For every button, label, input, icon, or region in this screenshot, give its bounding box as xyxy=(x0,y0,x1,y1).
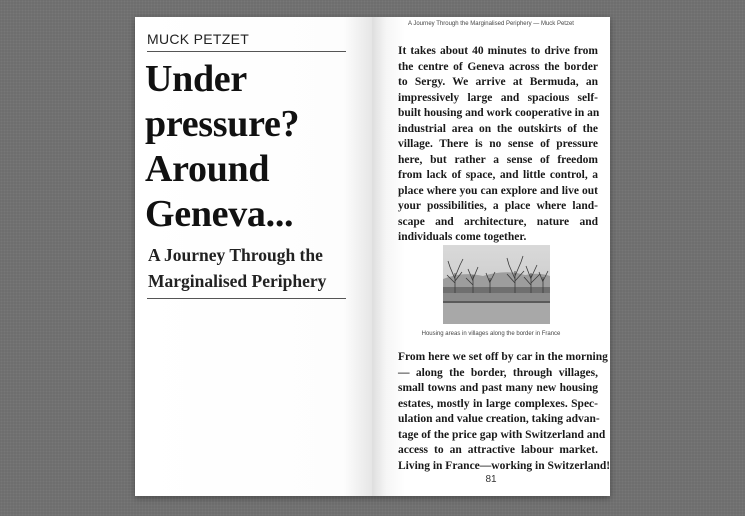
text-line: Living in France—working in Switzerland! xyxy=(398,459,611,472)
text-line: industrial area on the outskirts of the xyxy=(398,122,598,135)
landscape-photo-icon xyxy=(443,245,550,324)
subtitle-line: Marginalised Periphery xyxy=(148,271,327,291)
paragraph-1 xyxy=(398,44,598,246)
subtitle-line: A Journey Through the xyxy=(148,245,323,265)
text-line: individuals come together. xyxy=(398,231,527,243)
photo-caption: Housing areas in villages along the border in France xyxy=(421,331,561,337)
bottom-divider xyxy=(147,298,346,299)
title-line: Geneva... xyxy=(145,193,294,235)
text-line: — along the border, through villages, xyxy=(398,366,598,379)
text-line: place where you can explore and live out xyxy=(398,184,598,197)
book-spread xyxy=(135,17,610,496)
page-number: 81 xyxy=(485,474,497,485)
subtitle xyxy=(148,242,363,294)
text-line: here, but rather a sense of freedom xyxy=(398,153,598,166)
text-line: estates, mostly in large complexes. Spec- xyxy=(398,397,598,410)
right-page xyxy=(372,17,610,496)
top-divider xyxy=(147,51,346,52)
text-line: ulation and value creation, taking advan- xyxy=(398,413,600,425)
text-line: It takes about 40 minutes to drive from xyxy=(398,45,598,57)
text-line: to Sergy. We arrive at Bermuda, an xyxy=(398,76,598,88)
text-line: village. There is no sense of pressure xyxy=(398,138,598,150)
left-page xyxy=(135,17,372,496)
page-title xyxy=(145,57,370,237)
text-line: built housing and work cooperative in an xyxy=(398,107,600,119)
text-line: From here we set off by car in the morning xyxy=(398,351,608,363)
paragraph-2 xyxy=(398,350,611,474)
title-line: Around xyxy=(145,148,270,190)
title-line: Under xyxy=(145,58,247,100)
author-name: MUCK PETZET xyxy=(147,31,250,47)
text-line: scape and architecture, nature and xyxy=(398,215,598,228)
text-line: small towns and past many new housing xyxy=(398,382,598,394)
title-line: pressure? xyxy=(145,103,300,145)
text-line: from lack of space, and little control, a xyxy=(398,169,598,181)
text-line: access to an attractive labour market. xyxy=(398,444,598,456)
text-line: your possibilities, a place where land- xyxy=(398,200,598,212)
text-line: impressively large and spacious self- xyxy=(398,91,598,104)
text-line: tage of the price gap with Switzerland and xyxy=(398,428,606,441)
text-line: the centre of Geneva across the border xyxy=(398,60,598,73)
running-head: A Journey Through the Marginalised Periphery — Muck Petzet xyxy=(408,21,574,27)
